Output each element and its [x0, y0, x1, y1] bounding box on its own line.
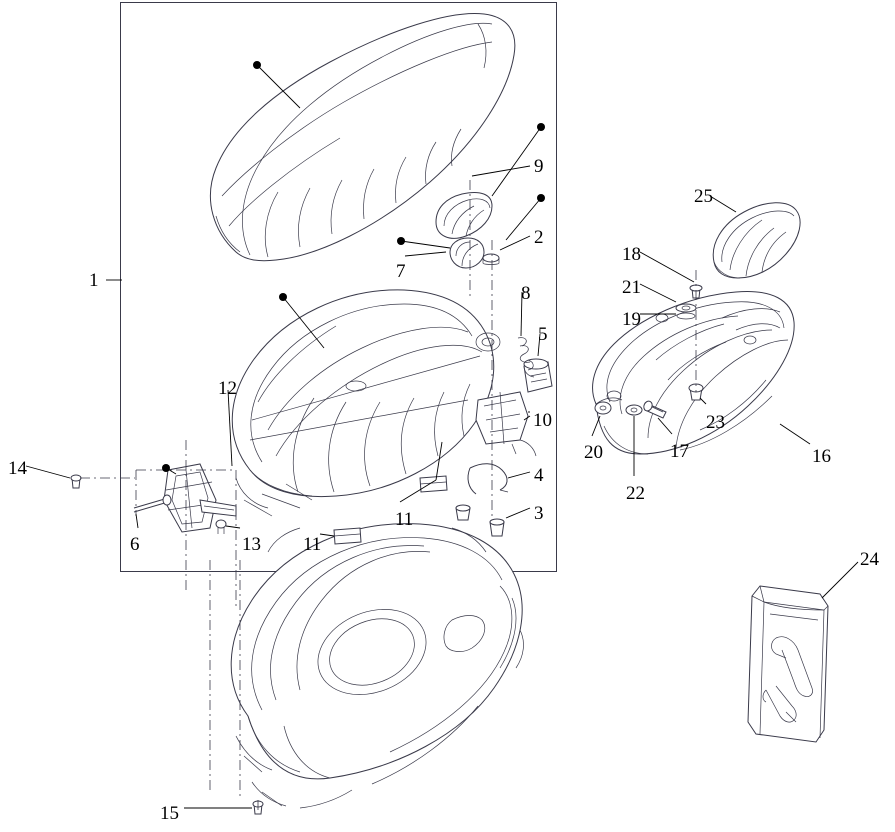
callout-1: 1 [89, 270, 99, 291]
part-24-tool-pouch [748, 586, 828, 742]
callout-14: 14 [8, 458, 27, 479]
callout-22: 22 [626, 483, 645, 504]
part-helmet-compartment-upper [232, 290, 500, 516]
callout-19: 19 [622, 309, 641, 330]
callout-11: 11 [395, 509, 414, 530]
part-13-screw [216, 520, 226, 534]
callout-17: 17 [670, 441, 689, 462]
part-grommet [456, 505, 470, 520]
part-5-lock-barrel [524, 359, 552, 392]
callout-7: 7 [396, 261, 406, 282]
callout-10: 10 [533, 410, 552, 431]
callout-18: 18 [622, 244, 641, 265]
part-10-latch [476, 392, 536, 456]
callout-3: 3 [534, 503, 544, 524]
part-4-cable [468, 464, 508, 494]
callout-9: 9 [534, 156, 544, 177]
callout-23: 23 [706, 412, 725, 433]
part-2-washer [483, 254, 499, 265]
callout-5: 5 [538, 324, 548, 345]
callout-12: 12 [218, 378, 237, 399]
part-21-washer [676, 304, 696, 312]
callout-20: 20 [584, 442, 603, 463]
part-7-bracket [450, 238, 484, 268]
part-9-cover [436, 193, 492, 239]
part-helmet-compartment-lower [231, 524, 523, 808]
callout-24: 24 [860, 549, 879, 570]
part-6-pin [134, 495, 171, 512]
callout-4: 4 [534, 465, 544, 486]
callout-21: 21 [622, 277, 641, 298]
callout-6: 6 [130, 534, 140, 555]
part-22-nut [626, 405, 642, 415]
part-11-pad-b [334, 528, 361, 544]
callout-13: 13 [242, 534, 261, 555]
callout-16: 16 [812, 446, 831, 467]
part-14-screw [71, 475, 81, 488]
callout-15: 15 [160, 803, 179, 824]
callout-11-second: 11 [303, 534, 322, 555]
part-backrest-pad [713, 203, 800, 278]
part-20-washer [595, 402, 611, 414]
callout-25: 25 [694, 186, 713, 207]
part-3-buffer [490, 519, 504, 536]
callout-2: 2 [534, 227, 544, 248]
part-11-pad-a [420, 476, 447, 492]
callout-8: 8 [521, 283, 531, 304]
